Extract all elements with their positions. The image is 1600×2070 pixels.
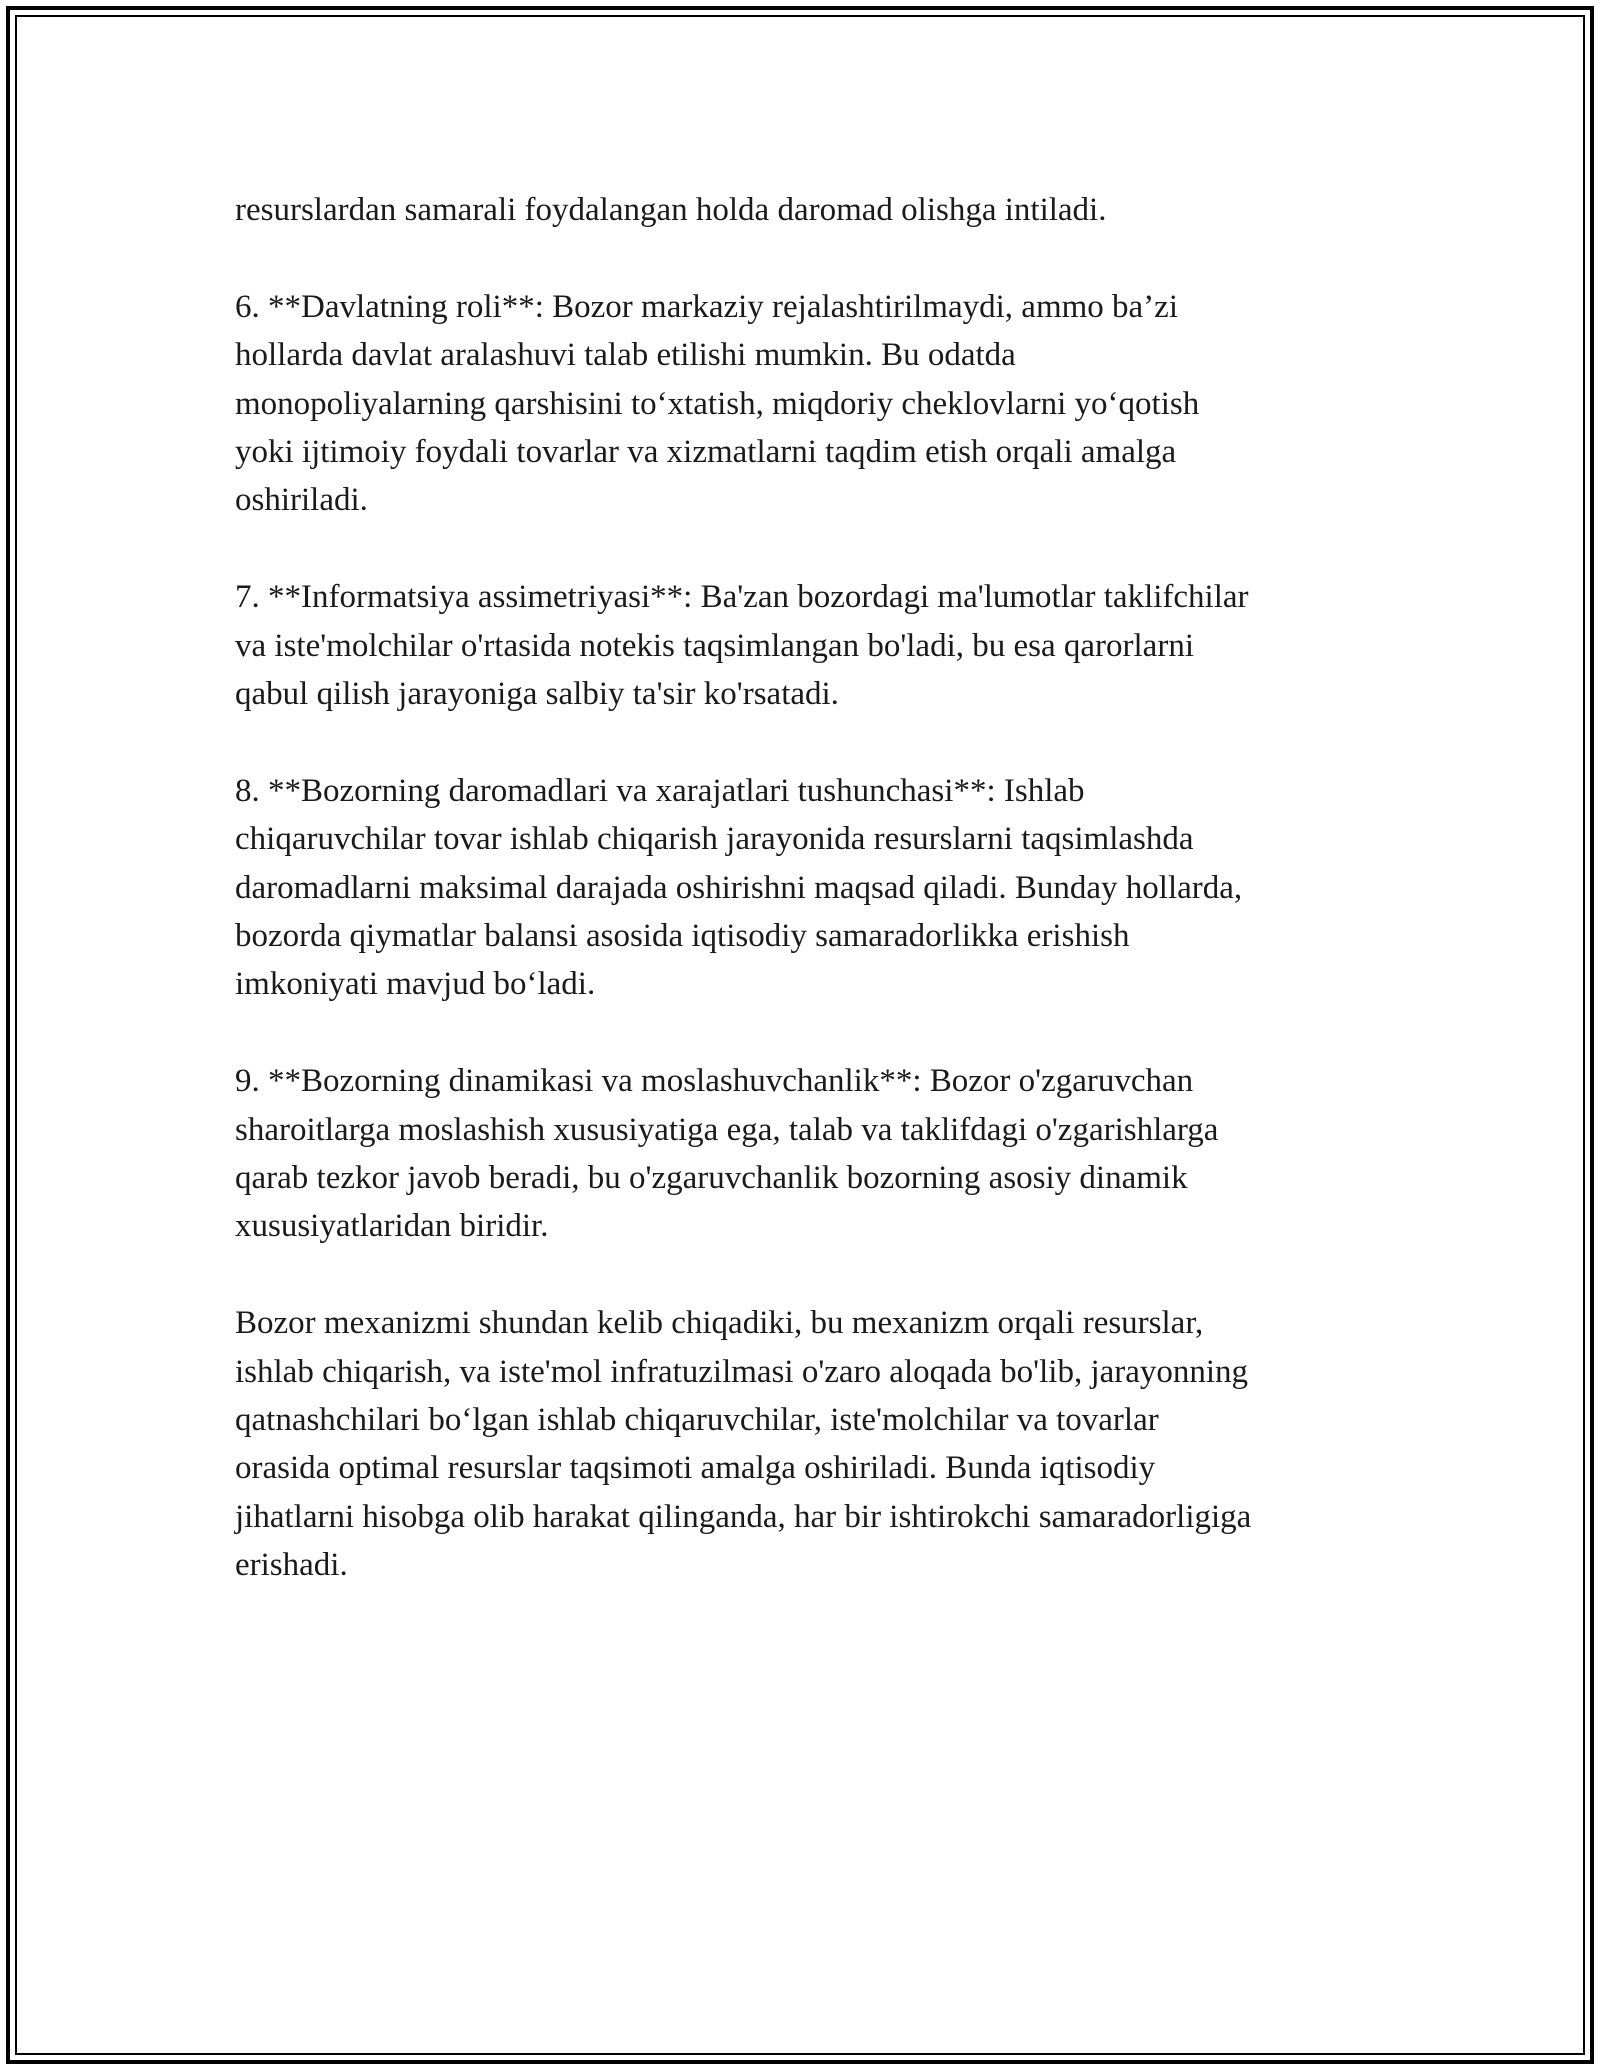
paragraph-item-7: 7. **Informatsiya assimetriyasi**: Ba'zan bozordagi ma'lumotlar taklifchilar va iste'molchilar o'rtasida notekis taqsimlangan bo'ladi, bu esa qarorlarni qabul qilish jarayoniga salbiy ta'sir ko'rsatadi.: [235, 579, 1249, 713]
paragraph-item-6: 6. **Davlatning roli**: Bozor markaziy rejalashtirilmaydi, ammo ba’zi hollarda davlat aralashuvi talab etilishi mumkin. Bu odatda monopoliyalarning qarshisini to‘xtatish, miqdoriy cheklovlarni yo‘qotish yoki ijtimoiy foydali tovarlar va xizmatlarni taqdim etish orqali amalga oshiriladi.: [235, 288, 1200, 519]
document-body: [235, 186, 1375, 1638]
paragraph-item-9: 9. **Bozorning dinamikasi va moslashuvchanlik**: Bozor o'zgaruvchan sharoitlarga moslashish xususiyatiga ega, talab va taklifdagi o'zgarishlarga qarab tezkor javob beradi, bu o'zgaruvchanlik bozorning asosiy dinamik xususiyatlaridan biridir.: [235, 1063, 1219, 1245]
paragraph-conclusion: Bozor mexanizmi shundan kelib chiqadiki, bu mexanizm orqali resurslar, ishlab chiqarish, va iste'mol infratuzilmasi o'zaro aloqada bo'lib, jarayonning qatnashchilari bo‘lgan ishlab chiqaruvchilar, iste'molchilar va tovarlar orasida optimal resurslar taqsimoti amalga oshiriladi. Bunda iqtisodiy jihatlarni hisobga olib harakat qilinganda, har bir ishtirokchi samaradorligiga erishadi.: [235, 1305, 1252, 1584]
paragraph-continuation: resurslardan samarali foydalangan holda daromad olishga intiladi.: [235, 192, 1107, 228]
paragraph-item-8: 8. **Bozorning daromadlari va xarajatlari tushunchasi**: Ishlab chiqaruvchilar tovar ishlab chiqarish jarayonida resurslarni taqsimlashda daromadlarni maksimal darajada oshirishni maqsad qiladi. Bunday hollarda, bozorda qiymatlar balansi asosida iqtisodiy samaradorlikka erishish imkoniyati mavjud bo‘ladi.: [235, 772, 1243, 1003]
